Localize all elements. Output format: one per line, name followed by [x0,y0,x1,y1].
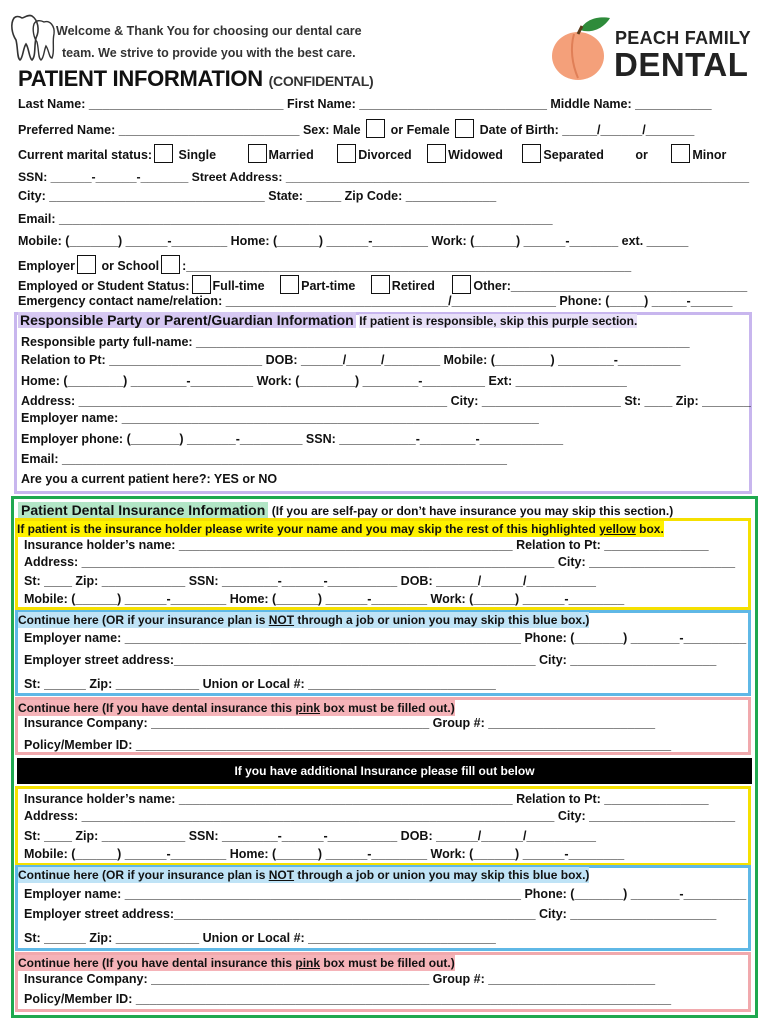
fulltime-label: Full-time [212,279,265,293]
marital-status-row [18,144,726,163]
pink-word-2: pink [295,956,321,970]
pink-note-2-end: box must be filled out.) [320,956,455,970]
insurance-header-row [18,502,673,519]
name-row[interactable]: Last Name: ____________________________ First Name: ___________________________ Middle Name: ___________ [18,97,712,111]
title-text: PATIENT INFORMATION [18,66,263,91]
blue-not: NOT [268,613,295,627]
other-checkbox[interactable] [452,275,471,294]
separated-label: Separated [543,148,604,162]
yellow-note [17,521,664,537]
pink-note-text: Continue here (If you have dental insurance this [18,701,296,715]
blue-note-2-text: Continue here (OR if your insurance plan is [18,868,269,882]
pink-note-2-text: Continue here (If you have dental insurance this [18,956,296,970]
minor-label: Minor [692,148,727,162]
preferred-name-field[interactable]: Preferred Name: __________________________ Sex: Male [18,123,361,137]
blue-note-2-end: through a job or union you may skip this blue box.) [294,868,590,882]
ssn-address-row[interactable]: SSN: ______-______-_______ Street Address: ____________________________________________________________________ [18,170,750,184]
single-checkbox[interactable] [154,144,173,163]
status-row [18,275,747,294]
page-title [18,66,373,92]
minor-checkbox[interactable] [671,144,690,163]
responsible-header-row [18,312,637,329]
female-checkbox[interactable] [455,119,474,138]
or-label: or [635,148,648,162]
employer2-line-1[interactable]: Employer name: _________________________________________________________ Phone: (_______) _______-_________ [24,887,747,901]
divorced-checkbox[interactable] [337,144,356,163]
married-checkbox[interactable] [248,144,267,163]
employer-label: Employer [18,259,75,273]
parttime-checkbox[interactable] [280,275,299,294]
logo-text-top: PEACH FAMILY [615,28,751,48]
holder-line-4[interactable]: Mobile: (______) ______-________ Home: (______) ______-________ Work: (______) ______-________ [24,592,625,606]
yellow-note-end: box. [635,522,664,536]
pink-word: pink [295,701,321,715]
responsible-note: If patient is responsible, skip this purple section. [359,314,638,328]
other-field[interactable]: Other:__________________________________ [473,279,748,293]
employer-line-2[interactable]: Employer street address:____________________________________________________ City: _____________________ [24,653,717,667]
single-label: Single [178,148,217,162]
blue-note-2 [18,867,589,883]
yellow-word: yellow [599,522,636,536]
male-checkbox[interactable] [366,119,385,138]
holder2-line-1[interactable]: Insurance holder’s name: ________________________________________________ Relation to Pt: _______________ [24,792,709,806]
tooth-icon [8,10,56,66]
responsible-line-2[interactable]: Relation to Pt: ______________________ DOB: ______/_____/________ Mobile: (________) ________-_________ [21,353,681,367]
confidential-label: (CONFIDENTAL) [268,73,374,89]
blue-not-2: NOT [268,868,295,882]
responsible-line-1[interactable]: Responsible party full-name: _______________________________________________________________________ [21,335,690,349]
additional-insurance-bar: If you have additional Insurance please fill out below [17,758,752,784]
holder-line-2[interactable]: Address: ____________________________________________________________________ City: _____________________ [24,555,736,569]
separated-checkbox[interactable] [522,144,541,163]
email-row[interactable]: Email: _______________________________________________________________________ [18,212,553,226]
employer-line-1[interactable]: Employer name: _________________________________________________________ Phone: (_______) _______-_________ [24,631,747,645]
pink-note-2 [18,955,455,971]
welcome-message [56,20,362,64]
employer2-line-3[interactable]: St: ______ Zip: ____________ Union or Local #: ___________________________ [24,931,496,945]
school-checkbox[interactable] [161,255,180,274]
logo-text-bottom: DENTAL [614,46,749,83]
blue-note-text: Continue here (OR if your insurance plan is [18,613,269,627]
employer-line-3[interactable]: St: ______ Zip: ____________ Union or Local #: ___________________________ [24,677,496,691]
retired-checkbox[interactable] [371,275,390,294]
school-label: or School [101,259,160,273]
female-label: or Female [390,123,450,137]
widowed-label: Widowed [448,148,503,162]
widowed-checkbox[interactable] [427,144,446,163]
pink-note [18,700,455,716]
parttime-label: Part-time [301,279,356,293]
blue-note [18,612,589,628]
emergency-contact-row[interactable]: Emergency contact name/relation: ________________________________/_______________ Phone: (_____) _____-______ [18,294,733,308]
holder2-line-3[interactable]: St: ____ Zip: ____________ SSN: ________-______-__________ DOB: ______/______/__________ [24,829,596,843]
married-label: Married [268,148,314,162]
peach-logo-icon [550,14,614,82]
insurance-header: Patient Dental Insurance Information [18,502,268,518]
fulltime-checkbox[interactable] [192,275,211,294]
responsible-line-5[interactable]: Employer name: ____________________________________________________________ [21,411,539,425]
status-label: Employed or Student Status: [18,279,190,293]
pink-note-end: box must be filled out.) [320,701,455,715]
holder-line-3[interactable]: St: ____ Zip: ____________ SSN: ________-______-__________ DOB: ______/______/__________ [24,574,596,588]
yellow-note-text: If patient is the insurance holder please write your name and you may skip the rest of this highlighted [17,522,600,536]
welcome-line-1: Welcome & Thank You for choosing our dental care [56,24,362,38]
employer2-line-2[interactable]: Employer street address:____________________________________________________ City: _____________________ [24,907,717,921]
current-patient-row[interactable]: Are you a current patient here?: YES or NO [21,472,278,486]
city-state-zip-row[interactable]: City: _______________________________ State: _____ Zip Code: _____________ [18,189,497,203]
responsible-line-7[interactable]: Email: ________________________________________________________________ [21,452,507,466]
dob-field[interactable]: Date of Birth: _____/______/_______ [479,123,695,137]
employer-checkbox[interactable] [77,255,96,274]
phone-row[interactable]: Mobile: (_______) ______-________ Home: (______) ______-________ Work: (______) ______-_______ ext. ______ [18,234,689,248]
marital-label: Current marital status: [18,148,153,162]
company-line-1[interactable]: Insurance Company: ________________________________________ Group #: ________________________ [24,716,656,730]
blue-note-end: through a job or union you may skip this blue box.) [294,613,590,627]
preferred-sex-dob-row[interactable] [18,119,694,138]
welcome-line-2: team. We strive to provide you with the best care. [62,46,356,60]
responsible-header: Responsible Party or Parent/Guardian Information [20,312,354,328]
responsible-line-3[interactable]: Home: (________) ________-_________ Work: (________) ________-_________ Ext: ________________ [21,374,627,388]
company2-line-1[interactable]: Insurance Company: ________________________________________ Group #: ________________________ [24,972,656,986]
employer-school-field[interactable]: :________________________________________________________________ [182,259,632,273]
insurance-header-note: (If you are self-pay or don’t have insurance you may skip this section.) [271,504,674,518]
responsible-line-6[interactable]: Employer phone: (_______) _______-_________ SSN: ___________-________-____________ [21,432,564,446]
company2-line-2[interactable]: Policy/Member ID: _____________________________________________________________________________ [24,992,672,1006]
divorced-label: Divorced [358,148,412,162]
responsible-line-4[interactable]: Address: _____________________________________________________ City: ____________________ St: ____ Zip: _______ [21,394,751,408]
employer-school-row [18,255,631,274]
holder2-line-2[interactable]: Address: ____________________________________________________________________ City: _____________________ [24,809,736,823]
holder2-line-4[interactable]: Mobile: (______) ______-________ Home: (______) ______-________ Work: (______) ______-________ [24,847,625,861]
holder-line-1[interactable]: Insurance holder’s name: ________________________________________________ Relation to Pt: _______________ [24,538,709,552]
company-line-2[interactable]: Policy/Member ID: _____________________________________________________________________________ [24,738,672,752]
retired-label: Retired [391,279,435,293]
